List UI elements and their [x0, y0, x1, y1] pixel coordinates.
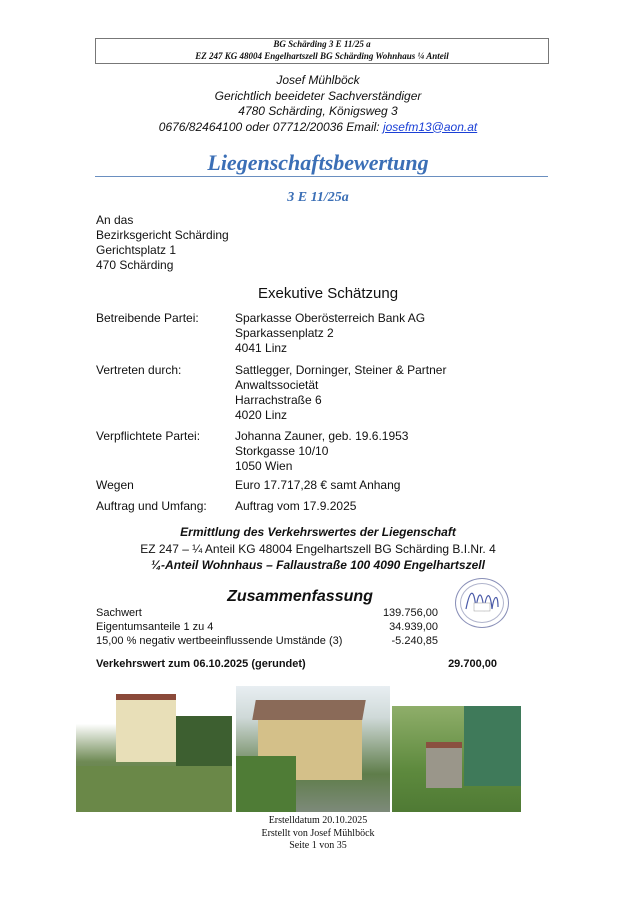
valuation-block — [0, 524, 636, 574]
party-label: Betreibende Partei: — [96, 311, 199, 325]
party-line: Sparkasse Oberösterreich Bank AG — [235, 311, 426, 325]
recipient-line: 470 Schärding — [96, 258, 174, 272]
party-line: Anwaltssocietät — [235, 378, 319, 392]
party-line: 4020 Linz — [235, 408, 288, 422]
author-contact — [0, 120, 636, 136]
created-by: Erstellt von Josef Mühlböck — [261, 827, 375, 839]
party-value — [235, 429, 408, 474]
total-value: 29.700,00 — [448, 658, 497, 670]
party-value — [235, 311, 425, 356]
summary-value: 139.756,00 — [382, 607, 438, 619]
valuation-line: EZ 247 – ¼ Anteil KG 48004 Engelhartszell BG Schärding B.I.Nr. 4 — [140, 541, 496, 556]
recipient-line: An das — [96, 213, 134, 227]
party-line: Sparkassenplatz 2 — [235, 326, 334, 340]
page-footer — [0, 815, 636, 853]
party-value — [235, 363, 446, 423]
summary-heading: Zusammenfassung — [227, 588, 373, 605]
document-title: Liegenschaftsbewertung — [207, 150, 429, 175]
party-label: Vertreten durch: — [96, 363, 182, 377]
total-label: Verkehrswert zum 06.10.2025 (gerundet) — [96, 658, 306, 670]
party-value: Euro 17.717,28 € samt Anhang — [235, 478, 401, 492]
subject: Exekutive Schätzung — [258, 285, 399, 302]
author-phone: 0676/82464100 oder 07712/20036 Email: — [158, 119, 383, 134]
party-label: Auftrag und Umfang: — [96, 499, 207, 513]
summary-label: Sachwert — [96, 607, 142, 619]
case-number: 3 E 11/25a — [287, 190, 349, 205]
author-title: Gerichtlich beeideter Sachverständiger — [214, 88, 422, 103]
email-link[interactable]: josefm13@aon.at — [382, 119, 478, 134]
summary-labels — [96, 606, 342, 648]
signature-stamp — [455, 578, 509, 628]
summary-label: 15,00 % negativ wertbeeinflussende Umstände (3) — [96, 635, 343, 647]
author-block — [0, 73, 636, 135]
photo-house-side — [236, 686, 390, 812]
summary-values — [330, 606, 438, 648]
photo-house-front — [76, 686, 232, 812]
recipient-line: Bezirksgericht Schärding — [96, 228, 229, 242]
party-line: Johanna Zauner, geb. 19.6.1953 — [235, 429, 409, 443]
party-value: Auftrag vom 17.9.2025 — [235, 499, 357, 513]
party-line: 4041 Linz — [235, 341, 288, 355]
party-label: Verpflichtete Partei: — [96, 429, 201, 443]
recipient-line: Gerichtsplatz 1 — [96, 243, 177, 257]
author-address: 4780 Schärding, Königsweg 3 — [238, 104, 398, 118]
summary-value: 34.939,00 — [389, 621, 438, 633]
party-line: Harrachstraße 6 — [235, 393, 322, 407]
author-name: Josef Mühlböck — [276, 73, 360, 87]
header-line-2: EZ 247 KG 48004 Engelhartszell BG Schärding Wohnhaus ¼ Anteil — [195, 50, 449, 61]
party-line: Sattlegger, Dorninger, Steiner & Partner — [235, 363, 447, 377]
summary-value: -5.240,85 — [391, 635, 438, 647]
page-number: Seite 1 von 35 — [289, 840, 347, 851]
title-rule — [95, 176, 548, 177]
recipient-address — [96, 213, 229, 273]
photo-garden-shed — [392, 706, 521, 812]
page-header-box — [95, 38, 549, 64]
party-line: Storkgasse 10/10 — [235, 444, 329, 458]
valuation-property: ¼-Anteil Wohnhaus – Fallaustraße 100 4090 Engelhartszell — [151, 558, 485, 572]
party-label: Wegen — [96, 478, 134, 492]
party-line: 1050 Wien — [235, 459, 293, 473]
valuation-heading: Ermittlung des Verkehrswertes der Liegenschaft — [180, 525, 456, 539]
signature-icon — [456, 579, 508, 627]
summary-label: Eigentumsanteile 1 zu 4 — [96, 621, 214, 633]
creation-date: Erstelldatum 20.10.2025 — [268, 815, 368, 826]
header-line-1: BG Schärding 3 E 11/25 a — [273, 39, 371, 49]
